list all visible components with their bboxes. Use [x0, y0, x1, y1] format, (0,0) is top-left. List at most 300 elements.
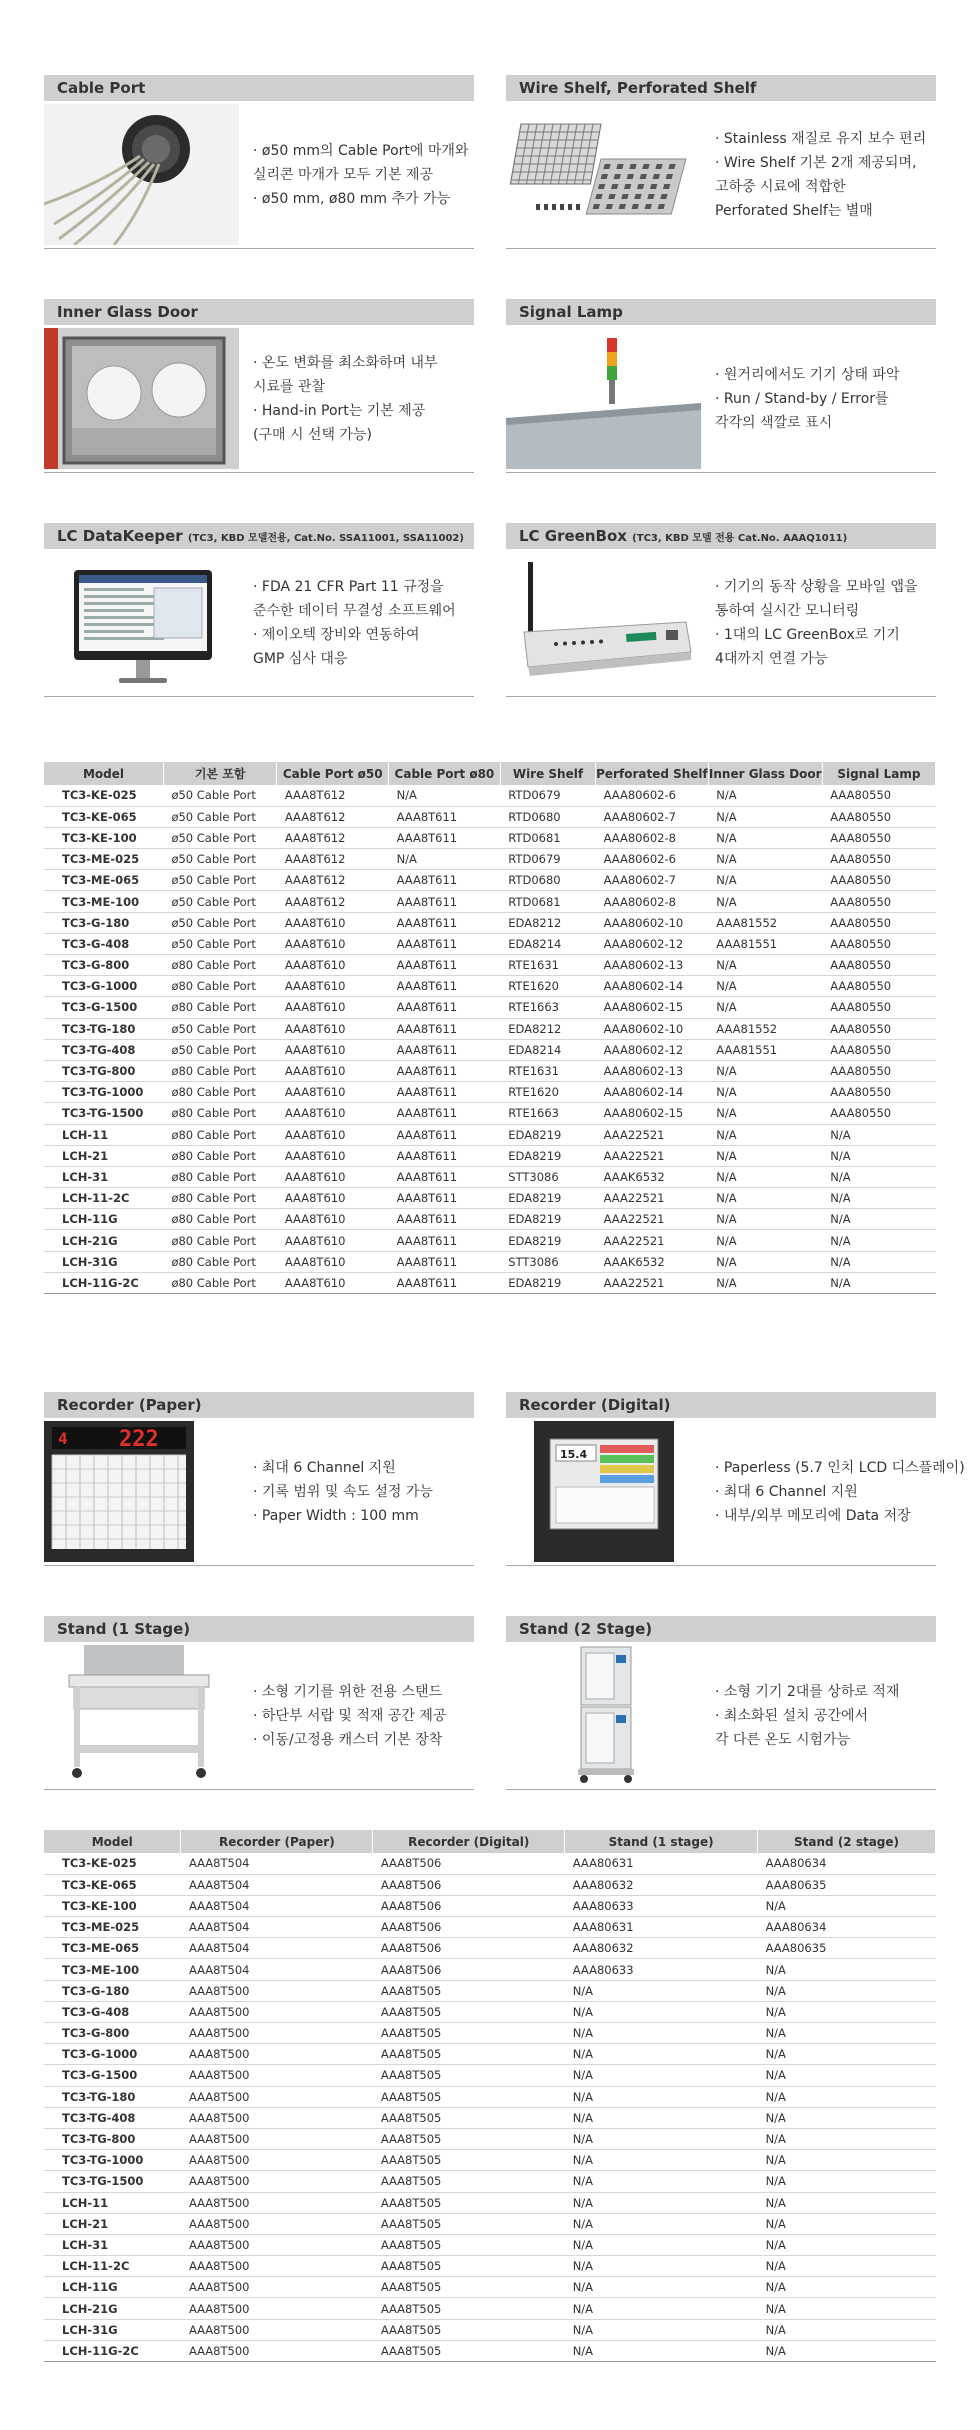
model-cell: TC3-G-800: [44, 2023, 181, 2044]
card-title: Stand (2 Stage): [519, 1620, 653, 1638]
card-title: Stand (1 Stage): [57, 1620, 191, 1638]
svg-text:4: 4: [58, 1429, 68, 1448]
table-cell: AAA80550: [822, 912, 935, 933]
table-cell: N/A: [708, 1145, 822, 1166]
table-cell: N/A: [708, 997, 822, 1018]
table-cell: STT3086: [500, 1166, 595, 1187]
table-row: [44, 1959, 936, 1980]
table-cell: N/A: [565, 2192, 758, 2213]
table-cell: N/A: [758, 2065, 936, 2086]
stand-2-image: [506, 1645, 701, 1786]
table-cell: AAA80602-12: [596, 933, 709, 954]
table-cell: N/A: [708, 1082, 822, 1103]
table-cell: ø50 Cable Port: [163, 806, 276, 827]
table-cell: ø50 Cable Port: [163, 933, 276, 954]
table-cell: AAA80550: [822, 827, 935, 848]
model-cell: LCH-11G: [44, 2277, 181, 2298]
table-cell: EDA8212: [500, 1018, 595, 1039]
card-body: [44, 549, 474, 696]
table-cell: AAA80632: [565, 1874, 758, 1895]
column-header-: 기본 포함: [163, 762, 276, 785]
table-cell: N/A: [758, 2107, 936, 2128]
table-cell: N/A: [708, 806, 822, 827]
card-description: [239, 575, 456, 671]
card-recorder-digital: [506, 1392, 965, 1566]
card-body: [506, 1642, 936, 1789]
table-cell: N/A: [758, 2256, 936, 2277]
table-row: [44, 1124, 936, 1145]
table-cell: AAA8T500: [181, 2298, 373, 2319]
table-cell: AAA8T504: [181, 1959, 373, 1980]
table-row: [44, 1018, 936, 1039]
table-cell: N/A: [758, 2340, 936, 2361]
model-cell: LCH-31: [44, 2234, 181, 2255]
table-cell: AAA80602-13: [596, 955, 709, 976]
table-cell: AAA8T505: [373, 2001, 565, 2022]
table-cell: AAA8T610: [277, 1103, 389, 1124]
table-cell: AAA80602-10: [596, 1018, 709, 1039]
table-cell: AAA8T505: [373, 2192, 565, 2213]
card-description-line: · 이동/고정용 캐스터 기본 장착: [253, 1731, 443, 1748]
table-row: [44, 1917, 936, 1938]
card-description: [239, 351, 438, 447]
card-description-line: Perforated Shelf는 별매: [715, 202, 873, 219]
table-cell: AAA8T610: [277, 997, 389, 1018]
card-description-line: 4대까지 연결 가능: [715, 650, 828, 667]
table-cell: AAA80602-15: [596, 1103, 709, 1124]
card-body: [44, 325, 474, 472]
table-cell: RTE1631: [500, 1060, 595, 1081]
model-cell: TC3-G-180: [44, 912, 163, 933]
card-header: [506, 1616, 936, 1642]
table-cell: AAA8T500: [181, 2213, 373, 2234]
column-header-model: Model: [44, 762, 163, 785]
table-cell: AAA80550: [822, 1060, 935, 1081]
table-row: [44, 2044, 936, 2065]
table-cell: ø80 Cable Port: [163, 1145, 276, 1166]
table-row: [44, 2001, 936, 2022]
card-title: Cable Port: [57, 79, 146, 97]
table-cell: AAA8T500: [181, 1980, 373, 2001]
table-cell: AAA8T500: [181, 2256, 373, 2277]
card-description-line: GMP 심사 대응: [253, 650, 348, 667]
card-description: [701, 127, 926, 223]
table-cell: AAA8T611: [389, 806, 501, 827]
table-cell: ø80 Cable Port: [163, 1251, 276, 1272]
cable-port-image: [44, 104, 239, 245]
table-cell: AAA8T610: [277, 1230, 389, 1251]
column-header-wire-shelf: Wire Shelf: [500, 762, 595, 785]
table-cell: AAA80634: [758, 1917, 936, 1938]
card-description-line: 각각의 색깔로 표시: [715, 414, 833, 431]
table-cell: AAA8T610: [277, 1060, 389, 1081]
table-cell: AAA8T500: [181, 2150, 373, 2171]
table-cell: AAA22521: [596, 1145, 709, 1166]
model-cell: TC3-TG-1500: [44, 2171, 181, 2192]
table-cell: AAA80602-14: [596, 976, 709, 997]
table-cell: N/A: [708, 827, 822, 848]
table-cell: RTE1620: [500, 976, 595, 997]
column-header-cable-port-80: Cable Port ø80: [389, 762, 501, 785]
greenbox-image: [506, 552, 701, 693]
table-cell: AAA80550: [822, 1018, 935, 1039]
card-description-line: · 최소화된 설치 공간에서: [715, 1707, 869, 1724]
table-cell: ø80 Cable Port: [163, 1166, 276, 1187]
table-cell: N/A: [708, 955, 822, 976]
table-cell: AAA8T500: [181, 2234, 373, 2255]
table-row: [44, 2298, 936, 2319]
table-cell: AAA81551: [708, 1039, 822, 1060]
table-cell: AAA8T506: [373, 1959, 565, 1980]
table-cell: AAA8T500: [181, 2023, 373, 2044]
table-cell: N/A: [708, 976, 822, 997]
accessory-table-recorder-stand: [44, 1830, 936, 2362]
model-cell: TC3-G-1000: [44, 976, 163, 997]
table-cell: AAA8T611: [389, 997, 501, 1018]
table-cell: ø80 Cable Port: [163, 1082, 276, 1103]
table-cell: N/A: [389, 849, 501, 870]
table-cell: AAA8T505: [373, 2213, 565, 2234]
table-row: [44, 1980, 936, 2001]
table-cell: AAA8T500: [181, 2001, 373, 2022]
table-cell: N/A: [758, 2213, 936, 2234]
table-cell: ø50 Cable Port: [163, 1039, 276, 1060]
table-cell: AAA8T500: [181, 2065, 373, 2086]
table-row: [44, 955, 936, 976]
table-cell: N/A: [758, 2086, 936, 2107]
model-cell: LCH-21G: [44, 1230, 163, 1251]
column-header-perforated-shelf: Perforated Shelf: [596, 762, 709, 785]
table-row: [44, 2192, 936, 2213]
card-subtitle: (TC3, KBD 모델전용, Cat.No. SSA11001, SSA11002): [187, 533, 464, 544]
table-cell: AAA80550: [822, 976, 935, 997]
table-cell: AAA22521: [596, 1230, 709, 1251]
model-cell: LCH-11: [44, 1124, 163, 1145]
table-cell: AAA80550: [822, 1082, 935, 1103]
table-cell: AAA8T505: [373, 2319, 565, 2340]
card-description-line: 실리콘 마개가 모두 기본 제공: [253, 166, 434, 183]
model-cell: TC3-G-1500: [44, 2065, 181, 2086]
table-row: [44, 1874, 936, 1895]
card-body: [506, 549, 936, 696]
table-cell: AAA8T500: [181, 2128, 373, 2149]
recorder-paper-display: 222: [119, 1427, 159, 1452]
table-cell: AAA8T500: [181, 2086, 373, 2107]
card-description-line: · 기록 범위 및 속도 설정 가능: [253, 1483, 433, 1500]
card-description-line: (구매 시 선택 가능): [253, 426, 372, 443]
table-cell: AAA80550: [822, 891, 935, 912]
table-cell: RTE1620: [500, 1082, 595, 1103]
table-cell: AAA8T611: [389, 912, 501, 933]
table-row: [44, 1209, 936, 1230]
table-cell: AAA8T610: [277, 933, 389, 954]
card-header: [44, 1616, 474, 1642]
table-cell: EDA8219: [500, 1272, 595, 1293]
table-cell: AAA8T505: [373, 2023, 565, 2044]
table-cell: AAA80602-8: [596, 827, 709, 848]
table-cell: AAA8T611: [389, 1018, 501, 1039]
table-cell: N/A: [822, 1251, 935, 1272]
card-description: [701, 1456, 965, 1528]
card-stand-2-stage: [506, 1616, 936, 1790]
table-cell: N/A: [708, 870, 822, 891]
table-cell: N/A: [708, 1060, 822, 1081]
table-cell: ø80 Cable Port: [163, 1230, 276, 1251]
column-header-inner-glass-door: Inner Glass Door: [708, 762, 822, 785]
accessory-cards-bottom: [44, 1392, 965, 1790]
card-header: [506, 1392, 936, 1418]
table-cell: AAA80550: [822, 785, 935, 806]
table-cell: AAA80550: [822, 870, 935, 891]
table-cell: N/A: [565, 2150, 758, 2171]
card-description-line: · FDA 21 CFR Part 11 규정을: [253, 578, 444, 595]
table-cell: AAA8T611: [389, 1082, 501, 1103]
table-cell: AAA8T610: [277, 1209, 389, 1230]
table-cell: N/A: [758, 2192, 936, 2213]
table-cell: AAA8T506: [373, 1874, 565, 1895]
table-cell: EDA8214: [500, 933, 595, 954]
table-row: [44, 2277, 936, 2298]
table-row: [44, 1103, 936, 1124]
card-signal-lamp: [506, 299, 936, 473]
table-cell: EDA8219: [500, 1124, 595, 1145]
table-cell: AAA8T500: [181, 2319, 373, 2340]
table-cell: AAA8T610: [277, 1251, 389, 1272]
model-cell: TC3-KE-065: [44, 1874, 181, 1895]
table-cell: AAA8T611: [389, 1124, 501, 1145]
table-cell: AAA8T612: [277, 806, 389, 827]
table-row: [44, 912, 936, 933]
table-cell: AAA80550: [822, 933, 935, 954]
table-row: [44, 1895, 936, 1916]
card-description-line: · Run / Stand-by / Error를: [715, 390, 889, 407]
model-cell: TC3-KE-025: [44, 785, 163, 806]
table-cell: AAA8T611: [389, 933, 501, 954]
model-cell: TC3-TG-800: [44, 1060, 163, 1081]
table-cell: N/A: [758, 2298, 936, 2319]
table-cell: AAA8T611: [389, 1166, 501, 1187]
model-cell: LCH-11G-2C: [44, 2340, 181, 2361]
table-cell: AAA80602-10: [596, 912, 709, 933]
card-header: [44, 1392, 474, 1418]
table-cell: N/A: [708, 1251, 822, 1272]
model-cell: LCH-11: [44, 2192, 181, 2213]
model-cell: TC3-G-408: [44, 2001, 181, 2022]
table-cell: N/A: [758, 2319, 936, 2340]
table-cell: AAA8T611: [389, 1039, 501, 1060]
model-cell: TC3-TG-408: [44, 2107, 181, 2128]
table-cell: N/A: [708, 785, 822, 806]
table-cell: EDA8219: [500, 1209, 595, 1230]
table-cell: N/A: [708, 849, 822, 870]
table-cell: ø80 Cable Port: [163, 997, 276, 1018]
table-cell: N/A: [758, 2234, 936, 2255]
model-cell: TC3-ME-100: [44, 1959, 181, 1980]
table-row: [44, 2213, 936, 2234]
glass-door-image: [44, 328, 239, 469]
table-cell: N/A: [758, 1959, 936, 1980]
card-stand-1-stage: [44, 1616, 474, 1790]
table-cell: AAA8T505: [373, 2340, 565, 2361]
table-cell: N/A: [758, 1980, 936, 2001]
table-cell: AAA80635: [758, 1938, 936, 1959]
model-cell: TC3-ME-065: [44, 1938, 181, 1959]
table-cell: N/A: [822, 1230, 935, 1251]
table-cell: AAA80602-12: [596, 1039, 709, 1060]
accessory-table-1: [44, 762, 936, 1294]
card-description-line: 통하여 실시간 모니터링: [715, 602, 860, 619]
table-row: [44, 2107, 936, 2128]
card-lc-datakeeper: [44, 523, 474, 697]
model-cell: TC3-ME-065: [44, 870, 163, 891]
table-cell: AAA8T506: [373, 1895, 565, 1916]
card-description-line: · 기기의 동작 상황을 모바일 앱을: [715, 578, 918, 595]
table-cell: ø50 Cable Port: [163, 1018, 276, 1039]
table-row: [44, 1145, 936, 1166]
card-body: [506, 325, 936, 472]
table-row: [44, 2319, 936, 2340]
table-cell: STT3086: [500, 1251, 595, 1272]
table-row: [44, 827, 936, 848]
card-description-line: · Paper Width : 100 mm: [253, 1507, 419, 1524]
table-cell: N/A: [565, 2234, 758, 2255]
table-cell: N/A: [708, 1188, 822, 1209]
recorder-digital-image: [506, 1421, 701, 1562]
stand-1-image: [44, 1645, 239, 1786]
table-row: [44, 2023, 936, 2044]
card-description-line: · 내부/외부 메모리에 Data 저장: [715, 1507, 911, 1524]
table-cell: AAA80635: [758, 1874, 936, 1895]
card-description-line: · 소형 기기를 위한 전용 스탠드: [253, 1683, 442, 1700]
table-cell: AAA80602-14: [596, 1082, 709, 1103]
model-cell: LCH-21G: [44, 2298, 181, 2319]
table-cell: N/A: [565, 2319, 758, 2340]
table-cell: N/A: [822, 1272, 935, 1293]
card-title: Signal Lamp: [519, 303, 623, 321]
table-cell: AAA80550: [822, 849, 935, 870]
table-cell: AAA8T505: [373, 2298, 565, 2319]
table-cell: AAA8T610: [277, 1082, 389, 1103]
table-cell: AAA8T504: [181, 1853, 373, 1874]
card-header: [44, 523, 474, 549]
table-row: [44, 1060, 936, 1081]
card-lc-greenbox: [506, 523, 936, 697]
table-cell: EDA8219: [500, 1188, 595, 1209]
card-title: LC GreenBox: [519, 527, 627, 545]
table-row: [44, 870, 936, 891]
table-row: [44, 1272, 936, 1293]
model-cell: LCH-31: [44, 1166, 163, 1187]
table-cell: AAA8T504: [181, 1917, 373, 1938]
model-cell: TC3-ME-025: [44, 849, 163, 870]
table-row: [44, 849, 936, 870]
table-cell: AAA8T610: [277, 912, 389, 933]
table-cell: AAA8T504: [181, 1938, 373, 1959]
table-cell: AAA8T610: [277, 955, 389, 976]
card-recorder-paper: [44, 1392, 474, 1566]
model-cell: TC3-G-408: [44, 933, 163, 954]
table-cell: AAA80632: [565, 1938, 758, 1959]
table-cell: AAA8T505: [373, 2277, 565, 2298]
table-cell: N/A: [565, 2128, 758, 2149]
table-row: [44, 2340, 936, 2361]
card-description-line: 준수한 데이터 무결성 소프트웨어: [253, 602, 456, 619]
table-cell: AAA22521: [596, 1188, 709, 1209]
table-cell: ø80 Cable Port: [163, 1209, 276, 1230]
table-row: [44, 1039, 936, 1060]
table-cell: N/A: [565, 2107, 758, 2128]
table-cell: N/A: [758, 1895, 936, 1916]
table-cell: AAA8T612: [277, 785, 389, 806]
table-cell: AAA8T612: [277, 891, 389, 912]
model-cell: TC3-ME-025: [44, 1917, 181, 1938]
table-row: [44, 2234, 936, 2255]
table-cell: N/A: [565, 2298, 758, 2319]
card-description-line: 시료를 관찰: [253, 378, 326, 395]
model-cell: LCH-11-2C: [44, 2256, 181, 2277]
table-cell: EDA8214: [500, 1039, 595, 1060]
card-header: [44, 299, 474, 325]
column-header-signal-lamp: Signal Lamp: [822, 762, 935, 785]
table-cell: AAA81551: [708, 933, 822, 954]
model-cell: LCH-31G: [44, 2319, 181, 2340]
table-row: [44, 2086, 936, 2107]
table-cell: AAA80550: [822, 997, 935, 1018]
table-cell: N/A: [565, 2340, 758, 2361]
table-cell: RTD0679: [500, 785, 595, 806]
table-cell: AAA8T500: [181, 2171, 373, 2192]
table-cell: AAA8T610: [277, 1039, 389, 1060]
table-cell: AAA8T500: [181, 2340, 373, 2361]
card-body: [44, 1418, 474, 1565]
table-row: [44, 806, 936, 827]
table-cell: ø80 Cable Port: [163, 1060, 276, 1081]
table-cell: N/A: [758, 2023, 936, 2044]
shelf-image: [506, 104, 701, 245]
table-cell: AAA8T610: [277, 1124, 389, 1145]
card-header: [506, 75, 936, 101]
table-cell: RTE1663: [500, 1103, 595, 1124]
table-cell: AAA8T611: [389, 1272, 501, 1293]
card-grid-bottom: [44, 1392, 965, 1790]
card-title: Wire Shelf, Perforated Shelf: [519, 79, 757, 97]
table-cell: AAA8T505: [373, 2086, 565, 2107]
table-cell: AAA8T500: [181, 2044, 373, 2065]
table-cell: N/A: [822, 1145, 935, 1166]
table-row: [44, 785, 936, 806]
model-cell: LCH-11G-2C: [44, 1272, 163, 1293]
table-cell: AAAK6532: [596, 1251, 709, 1272]
card-description-line: · ø50 mm, ø80 mm 추가 가능: [253, 190, 451, 207]
card-body: [44, 1642, 474, 1789]
table-cell: AAA80602-8: [596, 891, 709, 912]
model-cell: TC3-KE-100: [44, 827, 163, 848]
table-cell: AAA80633: [565, 1895, 758, 1916]
card-wire-shelf-perforated-shelf: [506, 75, 936, 249]
table-cell: RTD0681: [500, 891, 595, 912]
card-inner-glass-door: [44, 299, 474, 473]
card-description-line: · 최대 6 Channel 지원: [253, 1459, 396, 1476]
column-header-model: Model: [44, 1830, 181, 1853]
table-cell: AAA8T506: [373, 1938, 565, 1959]
table-cell: N/A: [758, 2001, 936, 2022]
table-cell: AAA8T505: [373, 2150, 565, 2171]
table-cell: ø80 Cable Port: [163, 1188, 276, 1209]
table-cell: EDA8219: [500, 1145, 595, 1166]
table-row: [44, 1166, 936, 1187]
card-description-line: · Paperless (5.7 인치 LCD 디스플레이): [715, 1459, 965, 1476]
card-body: [506, 1418, 965, 1565]
